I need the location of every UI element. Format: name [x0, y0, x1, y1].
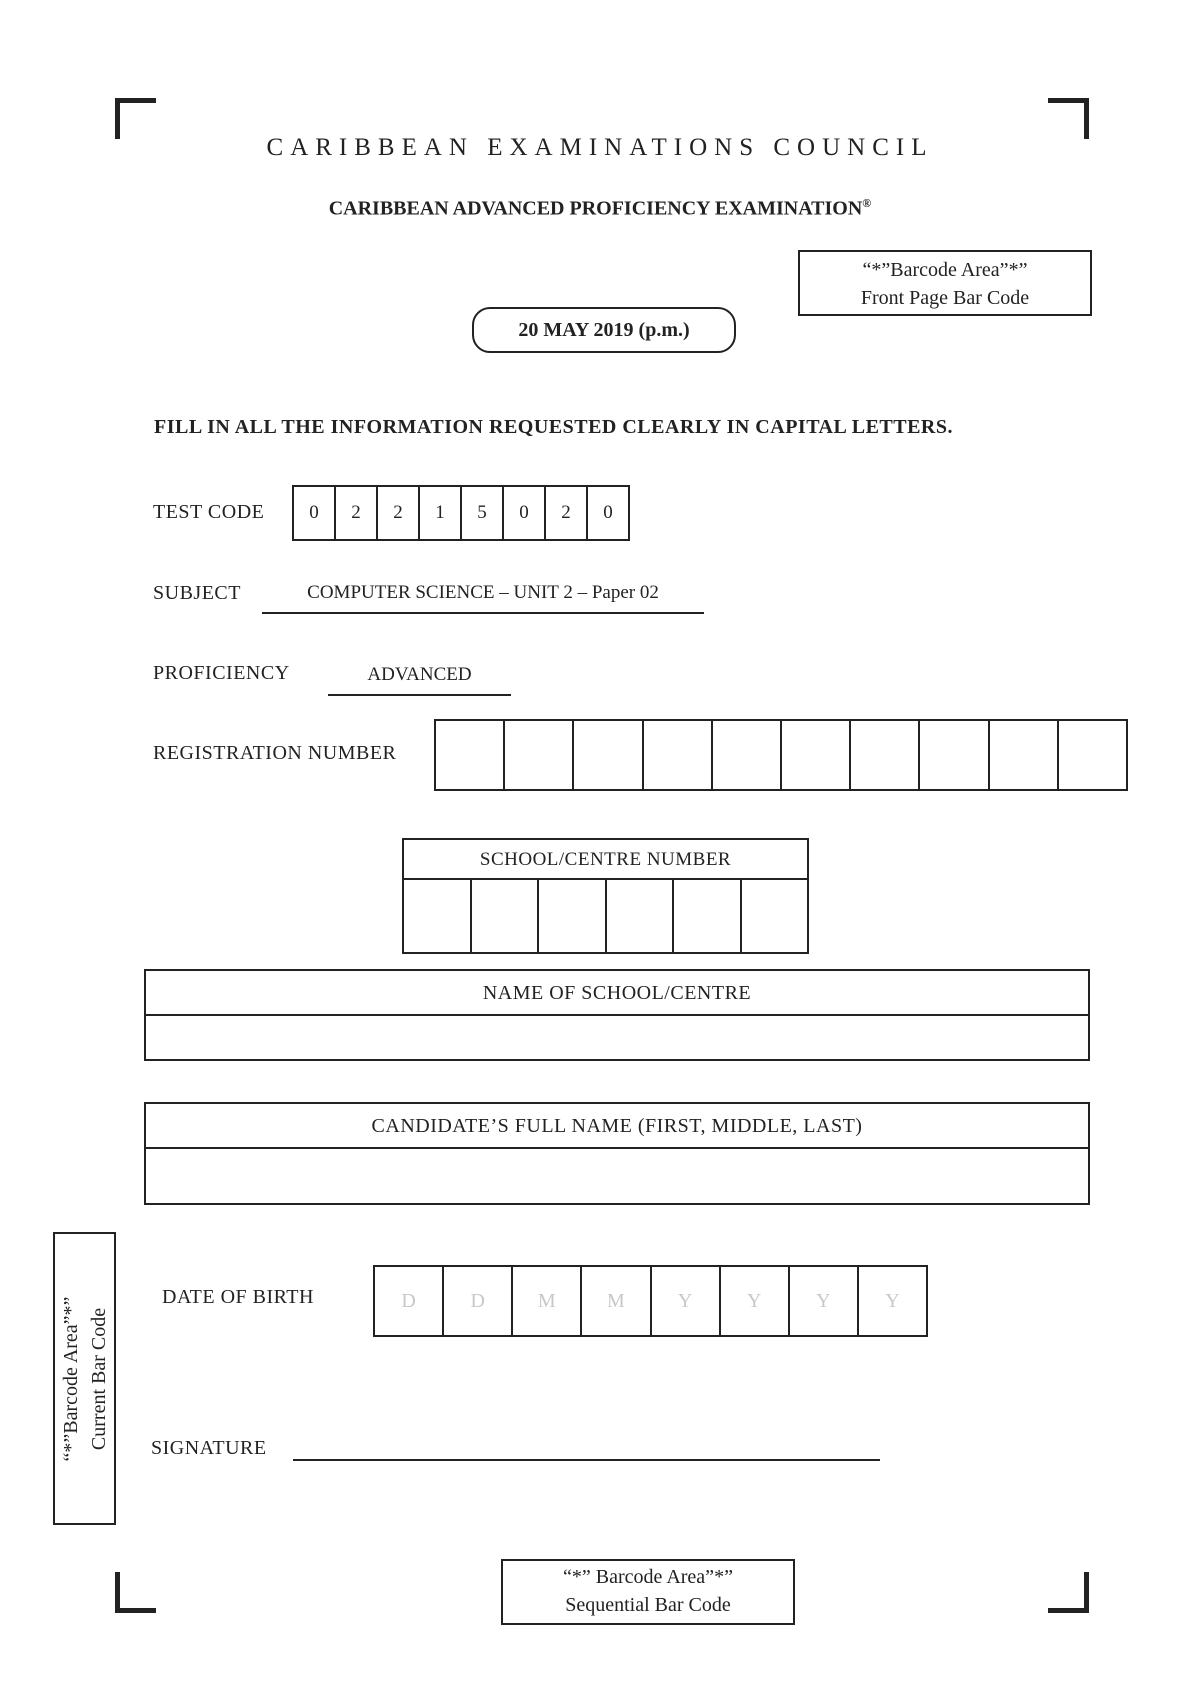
dob-month-box[interactable]: M: [511, 1267, 580, 1335]
barcode-area-label: “*” Barcode Area”*”: [563, 1566, 733, 1588]
proficiency-value: ADVANCED: [328, 664, 511, 696]
registration-digit-box[interactable]: [503, 721, 572, 789]
registration-digit-box[interactable]: [1057, 721, 1126, 789]
registration-digit-box[interactable]: [436, 721, 503, 789]
exam-title: [0, 196, 1200, 221]
barcode-type-label: Sequential Bar Code: [565, 1594, 731, 1616]
test-code-label: TEST CODE: [153, 501, 265, 523]
signature-label: SIGNATURE: [151, 1437, 267, 1459]
test-code-boxes: [292, 485, 630, 541]
school-name-box: [144, 969, 1090, 1061]
test-code-digit: 0: [586, 487, 628, 539]
dob-year-box[interactable]: Y: [857, 1267, 926, 1335]
school-centre-number-label: SCHOOL/CENTRE NUMBER: [404, 840, 807, 880]
school-centre-number-box: [402, 838, 809, 954]
test-code-digit: 1: [418, 487, 460, 539]
corner-mark-top-right: [1048, 98, 1089, 139]
dob-day-box[interactable]: D: [442, 1267, 511, 1335]
registration-digit-box[interactable]: [572, 721, 641, 789]
school-centre-number-boxes: [404, 880, 807, 952]
registration-digit-box[interactable]: [711, 721, 780, 789]
dob-month-box[interactable]: M: [580, 1267, 649, 1335]
corner-mark-bottom-right: [1048, 1572, 1089, 1613]
registration-digit-box[interactable]: [988, 721, 1057, 789]
current-barcode-text: [57, 1234, 113, 1524]
instruction-text: FILL IN ALL THE INFORMATION REQUESTED CLEARLY IN CAPITAL LETTERS.: [154, 416, 953, 438]
candidate-name-box: [144, 1102, 1090, 1205]
centre-digit-box[interactable]: [672, 880, 740, 952]
test-code-digit: 2: [544, 487, 586, 539]
sequential-barcode-area: [501, 1559, 795, 1625]
centre-digit-box[interactable]: [537, 880, 605, 952]
registered-mark: ®: [862, 196, 872, 210]
barcode-type-label: Front Page Bar Code: [860, 287, 1030, 309]
centre-digit-box[interactable]: [740, 880, 808, 952]
registration-number-boxes: [434, 719, 1128, 791]
dob-day-box[interactable]: D: [401, 1290, 416, 1312]
date-of-birth-boxes: [373, 1265, 928, 1337]
registration-digit-box[interactable]: [642, 721, 711, 789]
test-code-digit: 0: [309, 502, 319, 523]
centre-digit-box[interactable]: [470, 880, 538, 952]
candidate-name-field[interactable]: [146, 1149, 1088, 1203]
barcode-type-label: Current Bar Code: [87, 1307, 110, 1450]
barcode-area-label: “*”Barcode Area”*”: [59, 1296, 82, 1461]
proficiency-label: PROFICIENCY: [153, 662, 290, 684]
test-code-digit: 5: [460, 487, 502, 539]
subject-value: COMPUTER SCIENCE – UNIT 2 – Paper 02: [262, 582, 704, 614]
council-title: CARIBBEAN EXAMINATIONS COUNCIL: [266, 134, 934, 161]
registration-number-label: REGISTRATION NUMBER: [153, 742, 397, 764]
dob-year-box[interactable]: Y: [650, 1267, 719, 1335]
registration-digit-box[interactable]: [849, 721, 918, 789]
subject-label: SUBJECT: [153, 582, 241, 604]
signature-line[interactable]: [293, 1459, 880, 1461]
corner-mark-top-left: [115, 98, 156, 139]
current-barcode-area: [53, 1232, 116, 1525]
registration-digit-box[interactable]: [918, 721, 987, 789]
exam-date: 20 MAY 2019 (p.m.): [472, 307, 736, 353]
front-page-barcode-area: [798, 250, 1092, 316]
centre-digit-box[interactable]: [605, 880, 673, 952]
test-code-digit: 0: [502, 487, 544, 539]
school-name-field[interactable]: [146, 1016, 1088, 1059]
school-name-label: NAME OF SCHOOL/CENTRE: [146, 971, 1088, 1016]
exam-title-text: CARIBBEAN ADVANCED PROFICIENCY EXAMINATION: [328, 197, 863, 220]
candidate-name-label: CANDIDATE’S FULL NAME (FIRST, MIDDLE, LAST): [146, 1104, 1088, 1149]
dob-year-box[interactable]: Y: [719, 1267, 788, 1335]
barcode-area-label: “*”Barcode Area”*”: [862, 259, 1028, 281]
test-code-digit: 2: [376, 487, 418, 539]
corner-mark-bottom-left: [115, 1572, 156, 1613]
dob-year-box[interactable]: Y: [788, 1267, 857, 1335]
centre-digit-box[interactable]: [404, 880, 470, 952]
registration-digit-box[interactable]: [780, 721, 849, 789]
test-code-digit: 2: [334, 487, 376, 539]
date-of-birth-label: DATE OF BIRTH: [162, 1286, 314, 1308]
